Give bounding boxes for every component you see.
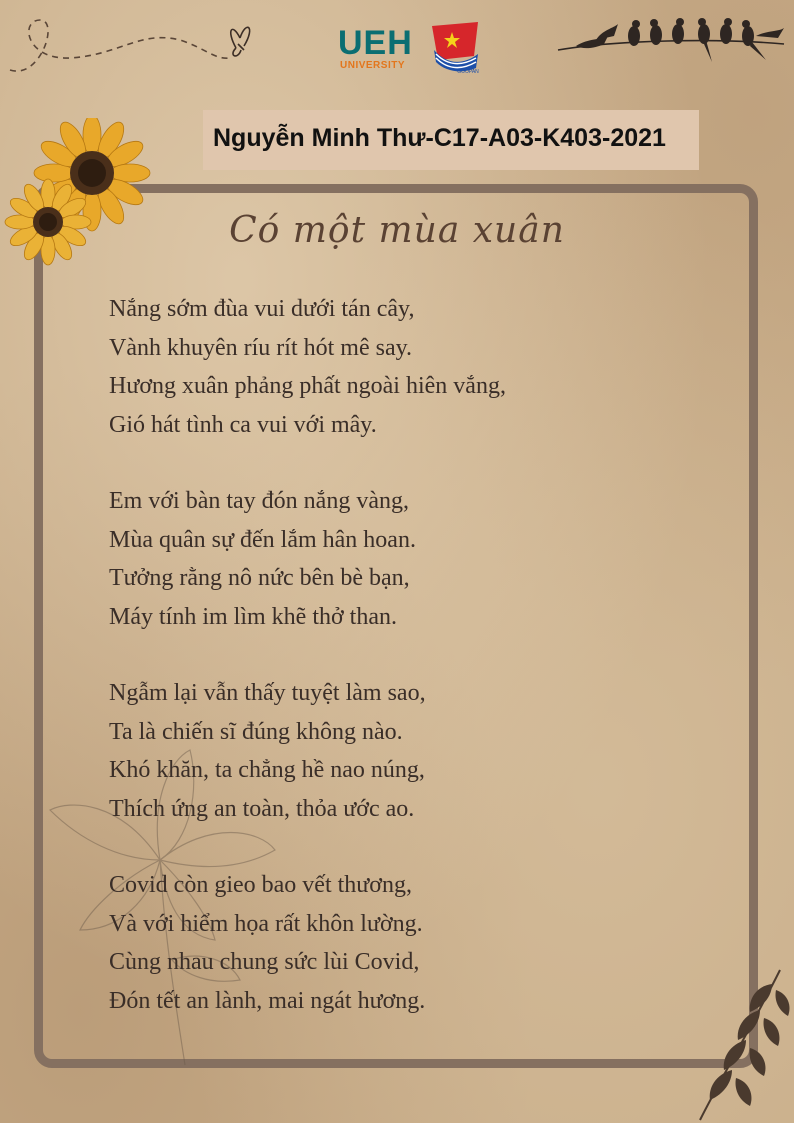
poem-line: Và với hiểm họa rất khôn lường. [109,910,423,937]
poem-line: Gió hát tình ca vui với mây. [109,411,377,438]
birds-on-wire-icon [556,10,786,80]
ueh-logo-text: UEH [338,24,413,62]
poem-line: Thích ứng an toàn, thỏa ước ao. [109,795,415,822]
poem-body [109,290,506,1020]
sunflower-icon [0,118,160,278]
stanza [109,674,506,828]
poem-line: Ngẫm lại vẫn thấy tuyệt làm sao, [109,680,426,706]
stanza [109,482,506,636]
butterfly-icon [231,27,250,56]
poem-line: Khó khăn, ta chẳng hề nao núng, [109,757,425,783]
leaf-branch-icon [660,960,794,1123]
poem-line: Tưởng rằng nô nức bên bè bạn, [109,565,410,591]
ueh-logo [338,26,418,71]
poem-line: Em với bàn tay đón nắng vàng, [109,488,409,514]
author-name: Nguyễn Minh Thư-C17-A03-K403-2021 [213,124,666,152]
poem-line: Máy tính im lìm khẽ thở than. [109,603,397,630]
dashed-doodle-icon [0,0,280,90]
flag-emblem-icon [428,20,484,76]
poem-line: Mùa quân sự đến lắm hân hoan. [109,526,416,553]
poem-line: Ta là chiến sĩ đúng không nào. [109,718,403,745]
poem-line: Vành khuyên ríu rít hót mê say. [109,334,413,361]
flag-emblem-caption: GOOPAN [457,69,479,75]
stanza [109,290,506,444]
ueh-logo-subtext: UNIVERSITY [340,60,406,71]
poem-title: Có một mùa xuân [229,210,565,251]
stanza [109,866,506,1020]
poem-line: Đón tết an lành, mai ngát hương. [109,987,426,1014]
poem-line: Covid còn gieo bao vết thương, [109,872,412,898]
poem-line: Hương xuân phảng phất ngoài hiên vắng, [109,373,506,399]
poem-line: Cùng nhau chung sức lùi Covid, [109,949,420,975]
poem-line: Nắng sớm đùa vui dưới tán cây, [109,296,415,322]
